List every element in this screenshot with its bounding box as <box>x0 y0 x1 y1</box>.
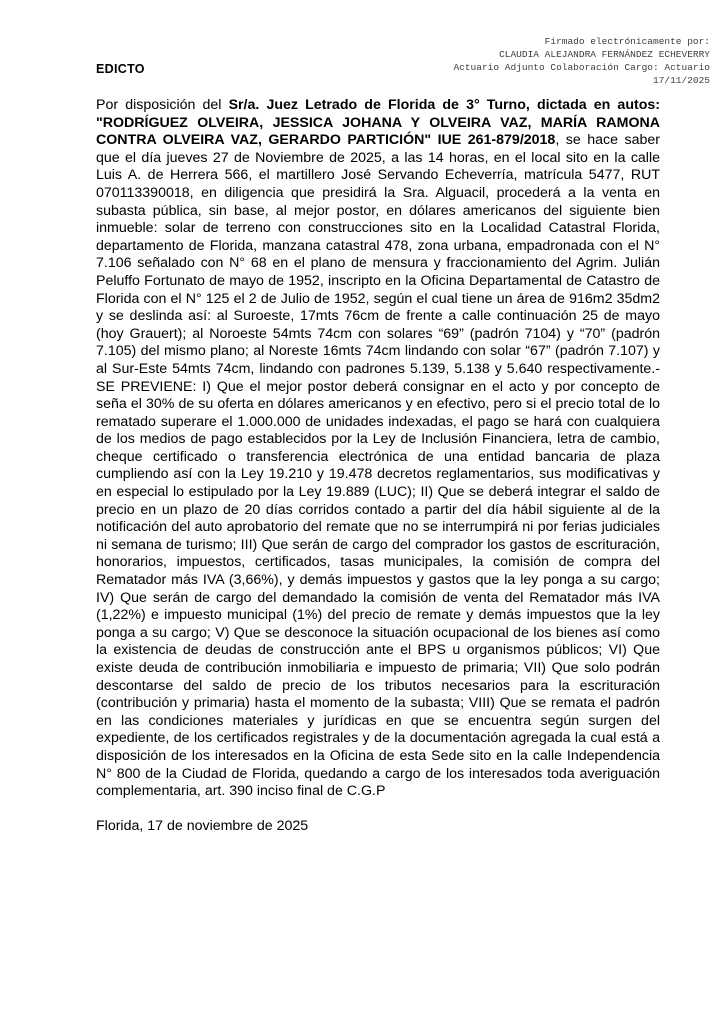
signature-line-signer-role: Actuario Adjunto Colaboración Cargo: Actuario <box>453 62 710 73</box>
case-caption: Sr/a. Juez Letrado de Florida de 3° Turno, dictada en autos: "RODRÍGUEZ OLVEIRA, JESSICA JOHANA Y OLVEIRA VAZ, MARÍA RAMONA CONTRA OLVEIRA VAZ, GERARDO PARTICIÓN" IUE 261-879/2018 <box>96 97 660 149</box>
signature-line-signed-by: Firmado electrónicamente por: <box>544 36 710 47</box>
edict-paragraph <box>96 97 660 801</box>
intro-text: Por disposición del <box>96 97 229 113</box>
electronic-signature-block <box>453 35 710 87</box>
document-title: EDICTO <box>96 62 145 76</box>
signature-line-date: 17/11/2025 <box>652 75 710 86</box>
signature-line-signer-name: CLAUDIA ALEJANDRA FERNÁNDEZ ECHEVERRY <box>499 49 710 60</box>
main-text: , se hace saber que el día jueves 27 de Noviembre de 2025, a las 14 horas, en el local sito en la calle Luis A. de Herrera 566, el martillero José Servando Echeverría, matrícula 5477, RUT 070113390018, en diligencia que presidirá la Sra. Alguacil, procederá a la venta en subasta pública, sin base, al mejor postor, en dólares americanos del siguiente bien inmueble: solar de terreno con construcciones sito en la Localidad Catastral Florida, departamento de Florida, manzana catastral 478, zona urbana, empadronada con el N° 7.106 señalado con N° 68 en el plano de mensura y fraccionamiento del Agrim. Julián Peluffo Fortunato de mayo de 1952, inscripto en la Oficina Departamental de Catastro de Florida con el N° 125 el 2 de Julio de 1952, según el cual tiene un área de 916m2 35dm2 y se deslinda así: al Suroeste, 17mts 76cm de frente a calle continuación 25 de mayo (hoy Grauert); al Noroeste 54mts 74cm con solares “69” (padrón 7104) y “70” (padrón 7.105) del mismo plano; al Noreste 16mts 74cm lindando con solar “67” (padrón 7.107) y al Sur-Este 54mts 74cm, lindando con padrones 5.139, 5.138 y 5.640 respectivamente.- SE PREVIENE: I) Que el mejor postor deberá consignar en el acto y por concepto de seña el 30% de su oferta en dólares americanos y en efectivo, pero si el precio total de lo rematado superare el 1.000.000 de unidades indexadas, el pago se hará con cualquiera de los medios de pago establecidos por la Ley de Inclusión Financiera, letra de cambio, cheque certificado o transferencia electrónica de una entidad bancaria de plaza cumpliendo así con la Ley 19.210 y 19.478 decretos reglamentarios, sus modificativas y en especial lo estipulado por la Ley 19.889 (LUC); II) Que se deberá integrar el saldo de precio en un plazo de 20 días corridos contado a partir del día hábil siguiente al de la notificación del auto aprobatorio del remate que no se interrumpirá ni por ferias judiciales ni semana de turismo; III) Que serán de cargo del comprador los gastos de escrituración, honorarios, impuestos, certificados, tasas municipales, la comisión de compra del Rematador más IVA (3,66%), y demás impuestos y gastos que la ley ponga a su cargo; IV) Que serán de cargo del demandado la comisión de venta del Rematador más IVA (1,22%) e impuesto municipal (1%) del precio de remate y demás impuestos que la ley ponga a su cargo; V) Que se desconoce la situación ocupacional de los bienes así como la existencia de deudas de construcción ante el BPS u organismos públicos; VI) Que existe deuda de contribución inmobiliaria e impuesto de primaria; VII) Que solo podrán descontarse del saldo de precio de los tributos necesarios para la escrituración (contribución y primaria) hasta el momento de la subasta; VIII) Que se remata el padrón en las condiciones materiales y jurídicas en que se encuentra según surgen del expediente, de los certificados registrales y de la documentación agregada la cual está a disposición de los interesados en la Oficina de esta Sede sito en la calle Independencia N° 800 de la Ciudad de Florida, quedando a cargo de los interesados toda averiguación complementaria, art. 390 inciso final de C.G.P <box>96 132 660 800</box>
edict-body <box>96 97 660 836</box>
date-line: Florida, 17 de noviembre de 2025 <box>96 818 309 835</box>
